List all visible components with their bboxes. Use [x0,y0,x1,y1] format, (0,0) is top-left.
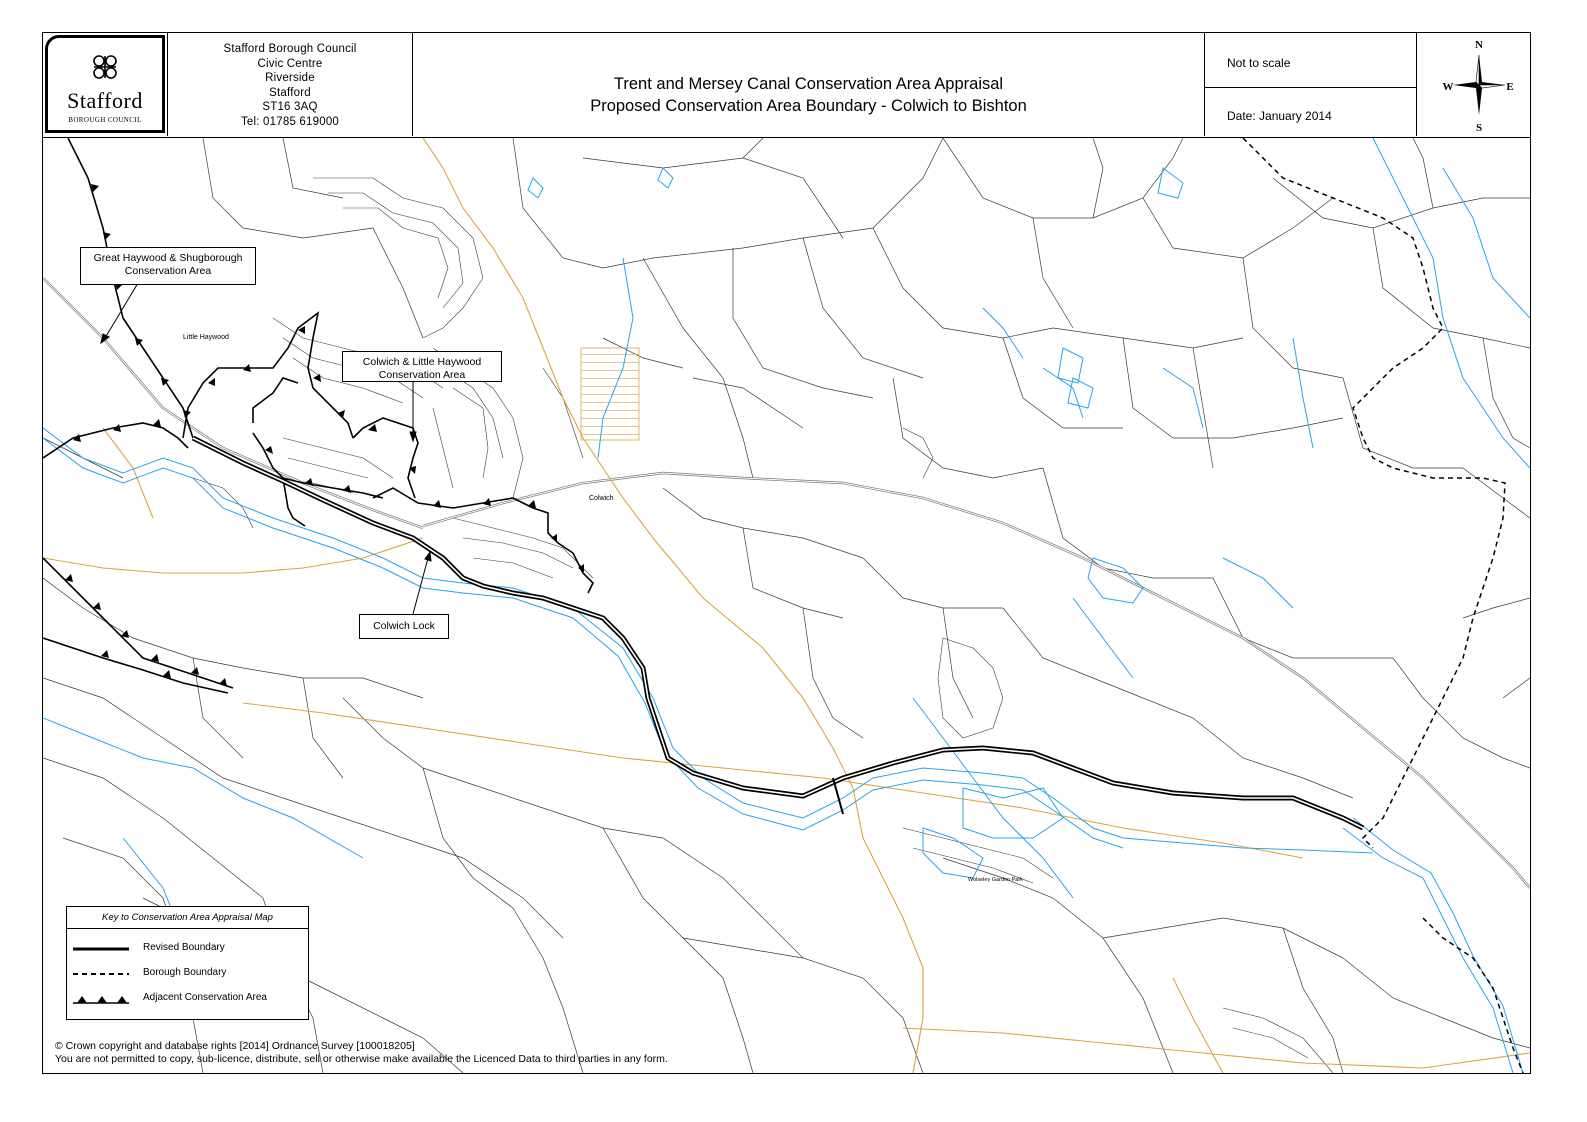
place-label-wolseley-garden-park: Wolseley Garden Park [968,877,1023,883]
key-label: Borough Boundary [143,967,227,978]
address-line: Tel: 01785 619000 [240,115,340,128]
compass-n: N [1475,39,1483,51]
copyright-line2: You are not permitted to copy, sub-licence, distribute, sell or otherwise make available the Licenced Data to third parties in any form. [55,1053,668,1065]
callout-colwich-little-haywood: Colwich & Little Haywood Conservation Area [342,351,502,382]
place-label-colwich: Colwich [589,495,614,502]
map-title-line1: Trent and Mersey Canal Conservation Area Appraisal [613,75,1004,93]
map-date: Date: January 2014 [1227,109,1332,123]
callout-great-haywood: Great Haywood & Shugborough Conservation Area [80,247,256,285]
logo-wordmark: Stafford [67,88,143,113]
stafford-knot-icon [88,52,122,82]
key-label: Adjacent Conservation Area [143,992,267,1003]
compass-rose-icon [1417,33,1529,136]
adjacent-conservation-boundaries [43,138,593,693]
copyright-notice [55,1040,668,1066]
key-item-adjacent-conservation-area [67,989,308,1009]
hatched-land-parcel [581,348,639,440]
borough-boundary-south [1423,918,1523,1073]
compass-s: S [1475,122,1483,134]
key-label: Revised Boundary [143,942,225,953]
compass-cell [1417,33,1529,136]
title-block [42,32,1531,138]
address-line: Civic Centre [257,57,323,70]
map-title [413,33,1205,136]
address-line: Stafford Borough Council [223,43,357,55]
scale-date-cell [1205,33,1417,136]
council-logo [45,35,165,133]
callout-colwich-lock: Colwich Lock [359,614,449,639]
map-title-line2: Proposed Conservation Area Boundary - Colwich to Bishton [590,97,1027,115]
railway-lines [43,278,1530,888]
copyright-line1: © Crown copyright and database rights [2014] Ordnance Survey [100018205] [55,1040,415,1052]
map-key-title: Key to Conservation Area Appraisal Map [67,907,308,929]
address-line: ST16 3AQ [262,101,318,114]
dashed-line-icon [73,968,133,980]
borough-boundary [1243,138,1505,848]
key-item-borough-boundary [67,964,308,984]
triangle-line-icon [73,993,133,1007]
council-address [168,33,413,136]
key-item-revised-boundary [67,939,308,959]
compass-e: E [1506,81,1514,93]
map-key [66,906,309,1020]
thick-line-icon [73,943,133,955]
logo-subtitle: BOROUGH COUNCIL [68,116,142,124]
callout-leaders [101,283,431,614]
compass-w: W [1442,81,1454,93]
logo-cell [43,33,168,136]
place-label-little-haywood: Little Haywood [183,334,229,341]
scale-note: Not to scale [1227,56,1291,70]
address-line: Stafford [269,86,311,99]
address-line: Riverside [265,72,315,85]
railway-centre-gap [43,278,1530,888]
